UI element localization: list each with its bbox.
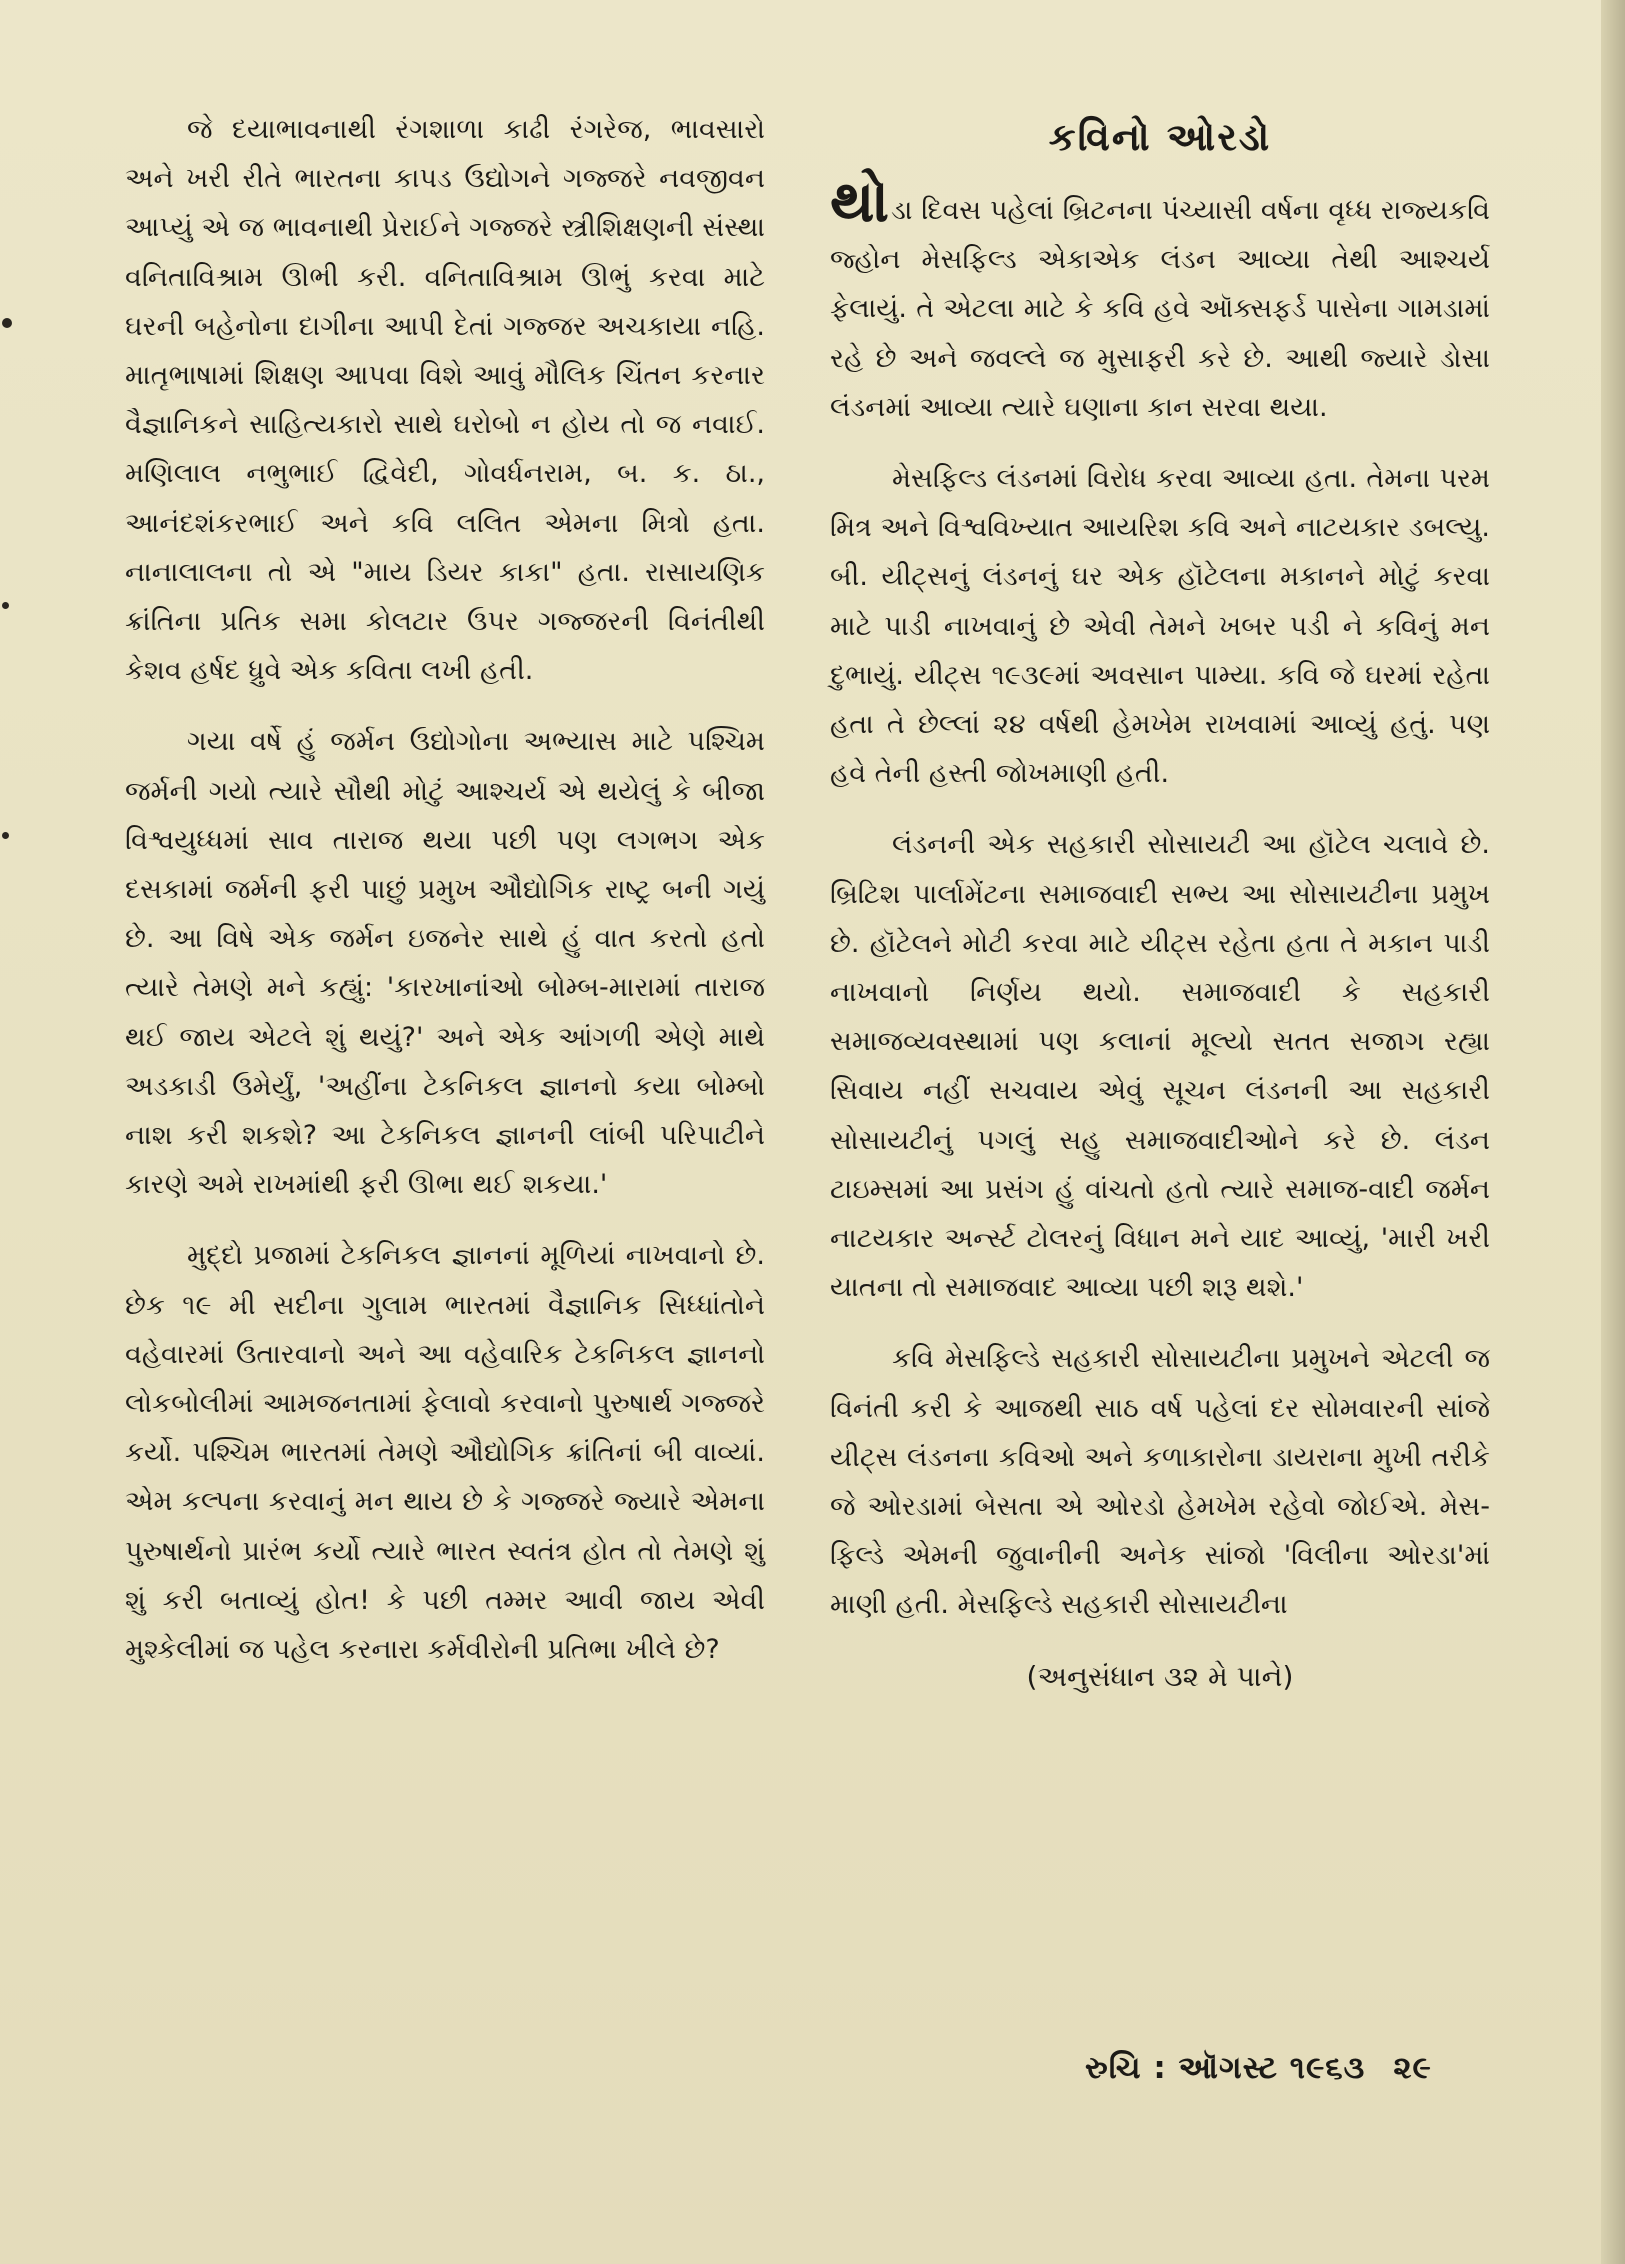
page-number: ૨૯ [1393, 2050, 1432, 2086]
left-paragraph-2: ગયા વર્ષે હું જર્મન ઉદ્યોગોના અભ્યાસ માટે પશ્ચિમ જર્મની ગયો ત્યારે સૌથી મોટું આશ્ચર્ય એ થયેલું કે બીજા વિશ્વયુધ્ધમાં સાવ તારાજ થયા પછી પણ લગભગ એક દસકામાં જર્મની ફરી પાછું પ્રમુખ ઔદ્યોગિક રાષ્ટ્ર બની ગયું છે. આ વિષે એક જર્મન ઇજનેર સાથે હું વાત કરતો હતો ત્યારે તેમણે મને કહ્યું: 'કારખાનાંઓ બોમ્બ-મારામાં તારાજ થઈ જાય એટલે શું થયું?' અને એક આંગળી એણે માથે અડકાડી ઉમેર્યું, 'અહીંના ટેકનિકલ જ્ઞાનનો કયા બોમ્બો નાશ કરી શકશે? આ ટેકનિકલ જ્ઞાનની લાંબી પરિપાટીને કારણે અમે રાખમાંથી ફરી ઊભા થઈ શકયા.' [125, 726, 765, 1201]
right-column [830, 105, 1490, 1701]
drop-cap: થો [830, 167, 889, 235]
right-paragraph-3: કવિ મેસફિલ્ડે સહકારી સોસાયટીના પ્રમુખને એટલી જ વિનંતી કરી કે આજથી સાઠ વર્ષ પહેલાં દર સોમવારની સાંજે યીટ્સ લંડનના કવિઓ અને કળાકારોના ડાયરાના મુખી તરીકે જે ઓરડામાં બેસતા એ ઓરડો હેમખેમ રહેવો જોઈએ. મેસ-ફિલ્ડે એમની જુવાનીની અનેક સાંજો 'વિલીના ઓરડા'માં માણી હતી. મેસફિલ્ડે સહકારી સોસાયટીના [830, 1343, 1490, 1621]
left-paragraph-3: મુદ્દો પ્રજામાં ટેકનિકલ જ્ઞાનનાં મૂળિયાં નાખવાનો છે. છેક ૧૯ મી સદીના ગુલામ ભારતમાં વૈજ્ઞાનિક સિધ્ધાંતોને વહેવારમાં ઉતારવાનો અને આ વહેવારિક ટેકનિકલ જ્ઞાનનો લોકબોલીમાં આમજનતામાં ફેલાવો કરવાનો પુરુષાર્થ ગજ્જરે કર્યો. પશ્ચિમ ભારતમાં તેમણે ઔદ્યોગિક ક્રાંતિનાં બી વાવ્યાં. એમ કલ્પના કરવાનું મન થાય છે કે ગજ્જરે જ્યારે એમના પુરુષાર્થનો પ્રારંભ કર્યો ત્યારે ભારત સ્વતંત્ર હોત તો તેમણે શું શું કરી બતાવ્યું હોત! કે પછી તમ્મર આવી જાય એવી મુશ્કેલીમાં જ પહેલ કરનારા કર્મવીરોની પ્રતિભા ખીલે છે? [125, 1240, 765, 1666]
binding-hole-mark [2, 318, 12, 328]
page-edge [1601, 0, 1625, 2264]
binding-hole-mark [2, 832, 9, 839]
journal-name-date: રુચિ : ઑગસ્ટ ૧૯૬૩ [1085, 2050, 1366, 2086]
continuation-note: (અનુસંધાન ૩૨ મે પાને) [1026, 1659, 1294, 1693]
left-paragraph-1: જે દયાભાવનાથી રંગશાળા કાઢી રંગરેજ, ભાવસારો અને ખરી રીતે ભારતના કાપડ ઉદ્યોગને ગજ્જરે નવજીવન આપ્યું એ જ ભાવનાથી પ્રેરાઈને ગજ્જરે સ્ત્રીશિક્ષણની સંસ્થા વનિતાવિશ્રામ ઊભી કરી. વનિતાવિશ્રામ ઊભું કરવા માટે ઘરની બહેનોના દાગીના આપી દેતાં ગજ્જર અચકાયા નહિ. માતૃભાષામાં શિક્ષણ આપવા વિશે આવું મૌલિક ચિંતન કરનાર વૈજ્ઞાનિકને સાહિત્યકારો સાથે ઘરોબો ન હોય તો જ નવાઈ. મણિલાલ નભુભાઈ દ્વિવેદી, ગોવર્ધનરામ, બ. ક. ઠા., આનંદશંકરભાઈ અને કવિ લલિત એમના મિત્રો હતા. નાનાલાલના તો એ "માય ડિયર કાકા" હતા. રાસાયણિક ક્રાંતિના પ્રતિક સમા કોલટાર ઉપર ગજ્જરની વિનંતીથી કેશવ હર્ષદ ધ્રુવે એક કવિતા લખી હતી. [125, 114, 765, 687]
article-heading: કવિનો ઓરડો [1048, 115, 1272, 159]
intro-text: ડા દિવસ પહેલાં બ્રિટનના પંચ્યાસી વર્ષના વૃધ્ધ રાજ્યકવિ જ્હોન મેસફિલ્ડ એકાએક લંડન આવ્યા તેથી આશ્ચર્ય ફેલાયું. તે એટલા માટે કે કવિ હવે ઑક્સફર્ડ પાસેના ગામડામાં રહે છે અને જવલ્લે જ મુસાફરી કરે છે. આથી જ્યારે ડોસા લંડનમાં આવ્યા ત્યારે ઘણાના કાન સરવા થયા. [830, 195, 1490, 423]
right-paragraph-2: લંડનની એક સહકારી સોસાયટી આ હૉટેલ ચલાવે છે. બ્રિટિશ પાર્લામેંટના સમાજવાદી સભ્ય આ સોસાયટીના પ્રમુખ છે. હૉટેલને મોટી કરવા માટે યીટ્સ રહેતા હતા તે મકાન પાડી નાખવાનો નિર્ણય થયો. સમાજવાદી કે સહકારી સમાજવ્યવસ્થામાં પણ કલાનાં મૂલ્યો સતત સજાગ રહ્યા સિવાય નહીં સચવાય એવું સૂચન લંડનની આ સહકારી સોસાયટીનું પગલું સહુ સમાજવાદીઓને કરે છે. લંડન ટાઇમ્સમાં આ પ્રસંગ હું વાંચતો હતો ત્યારે સમાજ-વાદી જર્મન નાટયકાર અર્ન્સ્ટ ટોલરનું વિધાન મને યાદ આવ્યું, 'મારી ખરી યાતના તો સમાજવાદ આવ્યા પછી શરૂ થશે.' [830, 829, 1490, 1304]
left-column [125, 105, 765, 1696]
page-footer [1085, 2050, 1460, 2087]
intro-paragraph [830, 167, 1490, 432]
right-paragraph-1: મેસફિલ્ડ લંડનમાં વિરોધ કરવા આવ્યા હતા. તેમના પરમ મિત્ર અને વિશ્વવિખ્યાત આયરિશ કવિ અને નાટયકાર ડબલ્યુ. બી. યીટ્સનું લંડનનું ઘર એક હૉટેલના મકાનને મોટું કરવા માટે પાડી નાખવાનું છે એવી તેમને ખબર પડી ને કવિનું મન દુભાયું. યીટ્સ ૧૯૩૯માં અવસાન પામ્યા. કવિ જે ઘરમાં રહેતા હતા તે છેલ્લાં ૨૪ વર્ષથી હેમખેમ રાખવામાં આવ્યું હતું. પણ હવે તેની હસ્તી જોખમાણી હતી. [830, 463, 1490, 790]
binding-hole-mark [2, 602, 9, 609]
